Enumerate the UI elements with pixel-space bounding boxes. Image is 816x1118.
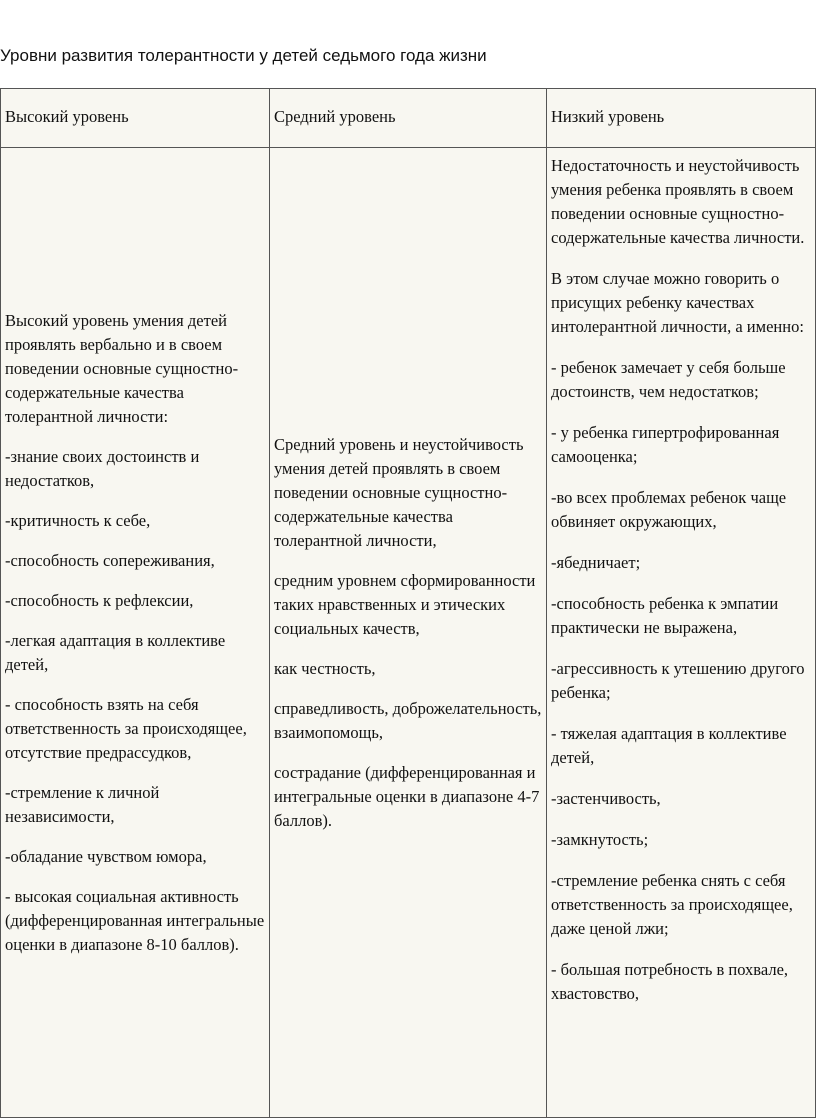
document-title: Уровни развития толерантности у детей седьмого года жизни — [0, 46, 487, 65]
low-level-item: - большая потребность в похвале, хвастовство, — [551, 960, 789, 1003]
high-level-item: Высокий уровень умения детей проявлять вербально и в своем поведении основные сущностно-содержательные качества толерантной личности: — [5, 310, 239, 426]
tolerance-levels-table — [0, 88, 816, 1118]
header-medium-level: Средний уровень — [270, 89, 547, 148]
low-level-item: -ябедничает; — [551, 553, 641, 572]
medium-level-cell — [270, 148, 547, 1118]
medium-level-item: средним уровнем сформированности таких нравственных и этических социальных качеств, — [274, 570, 536, 638]
medium-level-item: сострадание (дифференцированная и интегральные оценки в диапазоне 4-7 баллов). — [274, 762, 540, 830]
high-level-item: -знание своих достоинств и недостатков, — [5, 446, 200, 490]
low-level-item: В этом случае можно говорить о присущих ребенку качествах интолерантной личности, а именно: — [551, 269, 804, 336]
table-header-row — [1, 89, 816, 148]
low-level-item: -застенчивость, — [551, 789, 661, 808]
high-level-item: - способность взять на себя ответственность за происходящее, отсутствие предрассудков, — [5, 694, 247, 762]
medium-level-item: Средний уровень и неустойчивость умения детей проявлять в своем поведении основные сущностно-содержательные качества толерантной личности, — [274, 434, 524, 550]
high-level-item: -способность к рефлексии, — [5, 590, 194, 610]
high-level-item: -легкая адаптация в коллективе детей, — [5, 630, 226, 674]
low-level-item: - тяжелая адаптация в коллективе детей, — [551, 724, 787, 767]
low-level-cell — [547, 148, 816, 1118]
high-level-item: -критичность к себе, — [5, 510, 151, 530]
medium-level-item: как честность, — [274, 658, 376, 678]
low-level-item: - у ребенка гипертрофированная самооценка; — [551, 423, 780, 466]
header-low-level: Низкий уровень — [547, 89, 816, 148]
high-level-item: -обладание чувством юмора, — [5, 846, 207, 866]
low-level-item: -агрессивность к утешению другого ребенка; — [551, 659, 805, 702]
high-level-item: - высокая социальная активность (дифференцированная интегральные оценки в диапазоне 8-10 баллов). — [5, 886, 265, 954]
low-level-item: -способность ребенка к эмпатии практически не выражена, — [551, 594, 779, 637]
low-level-item: - ребенок замечает у себя больше достоинств, чем недостатков; — [551, 358, 786, 401]
low-level-item: Недостаточность и неустойчивость умения ребенка проявлять в своем поведении основные сущностно-содержательные качества личности. — [551, 156, 805, 247]
medium-level-item: справедливость, доброжелательность, взаимопомощь, — [274, 698, 542, 742]
table-row — [1, 148, 816, 1118]
low-level-item: -стремление ребенка снять с себя ответственность за происходящее, даже ценой лжи; — [551, 871, 793, 938]
high-level-item: -способность сопереживания, — [5, 550, 215, 570]
low-level-item: -во всех проблемах ребенок чаще обвиняет окружающих, — [551, 488, 787, 531]
high-level-cell — [1, 148, 270, 1118]
header-high-level: Высокий уровень — [1, 89, 270, 148]
low-level-item: -замкнутость; — [551, 830, 649, 849]
high-level-item: -стремление к личной независимости, — [5, 782, 160, 826]
